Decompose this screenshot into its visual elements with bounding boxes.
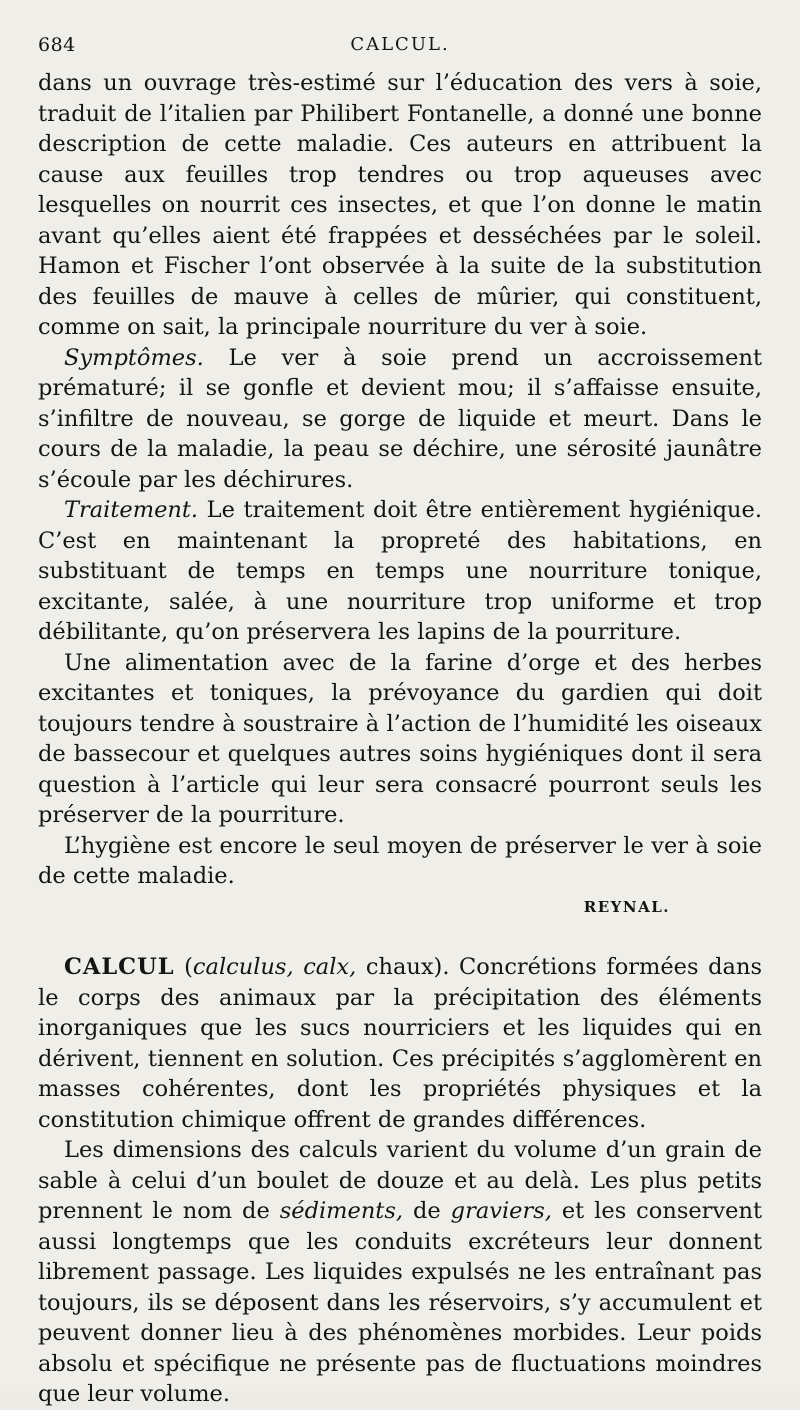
- paragraph-treatment: [38, 495, 762, 648]
- author-signature: REYNAL.: [583, 897, 670, 916]
- symptoms-label: Symptômes.: [64, 344, 204, 371]
- definition-text: chaux). Concrétions formées dans le corps des animaux par la précipitation des éléments inorganiques que les sucs nourriciers et les liquides qui en dérivent, tiennent en solution. Ces précipités s’agglomèrent en masses cohérentes, dont les propriétés physiques et la constitution chimique offrent de grandes différences.: [38, 954, 762, 1133]
- term-graviers: graviers,: [450, 1198, 552, 1224]
- dimensions-mid: de: [403, 1198, 451, 1224]
- paragraph-alimentation: [38, 648, 762, 831]
- signature-line: [38, 892, 762, 923]
- paragraph-symptoms: [38, 343, 762, 496]
- entry-headword: CALCUL: [64, 954, 175, 980]
- etymology-open: (: [174, 954, 193, 980]
- paragraph-calcul-definition: [38, 952, 762, 1135]
- running-title: CALCUL.: [350, 34, 450, 55]
- term-sediments: sédiments,: [279, 1198, 404, 1224]
- paragraph-intro: [38, 68, 762, 343]
- paragraph-hygiene: [38, 831, 762, 892]
- treatment-text: Le traitement doit être entièrement hygiénique. C’est en maintenant la propreté des habitations, en substituant de temps en temps une nourriture tonique, excitante, salée, à une nourriture trop uniforme et trop débilitante, qu’on préservera les lapins de la pourriture.: [38, 497, 762, 645]
- treatment-label: Traitement.: [64, 497, 199, 523]
- dimensions-end: et les conservent aussi longtemps que les conduits excréteurs leur donnent librement passage. Les liquides expulsés ne les entraînant pas toujours, ils se déposent dans les réservoirs, s’y accumulent et peuvent donner lieu à des phénomènes morbides. Leur poids absolu et spécifique ne présente pas de fluctuations moindres que leur volume.: [38, 1198, 762, 1407]
- symptoms-text: Le ver à soie prend un accroissement prématuré; il se gonfle et devient mou; il s’affaisse ensuite, s’infiltre de nouveau, se gorge de liquide et meurt. Dans le cours de la maladie, la peau se déchire, une sérosité jaunâtre s’écoule par les déchirures.: [38, 344, 762, 493]
- page-number: 684: [38, 34, 76, 56]
- dimensions-start: Les dimensions des calculs varient du volume d’un grain de sable à celui d’un boulet de douze et au delà. Les plus petits prennent le nom de: [38, 1137, 762, 1224]
- section-gap: [38, 922, 762, 952]
- alimentation-text: Une alimentation avec de la farine d’orge et des herbes excitantes et toniques, la prévoyance du gardien qui doit toujours tendre à soustraire à l’action de l’humidité les oiseaux de bassecour et quelques autres soins hygiéniques dont il sera question à l’article qui leur sera consacré pourront seuls les préserver de la pourriture.: [38, 649, 762, 828]
- running-head: [38, 30, 762, 62]
- paragraph-dimensions: [38, 1135, 762, 1410]
- etymology-terms: calculus, calx,: [192, 954, 357, 980]
- body-text: [38, 68, 762, 1410]
- hygiene-text: L’hygiène est encore le seul moyen de préserver le ver à soie de cette maladie.: [38, 832, 762, 889]
- intro-text: dans un ouvrage très-estimé sur l’éducation des vers à soie, traduit de l’italien par Philibert Fontanelle, a donné une bonne description de cette maladie. Ces auteurs en attribuent la cause aux feuilles trop tendres ou trop aqueuses avec lesquelles on nourrit ces insectes, et que l’on donne le matin avant qu’elles aient été frappées et desséchées par le soleil. Hamon et Fischer l’ont observée à la suite de la substitution des feuilles de mauve à celles de mûrier, qui constituent, comme on sait, la principale nourriture du ver à soie.: [38, 70, 762, 340]
